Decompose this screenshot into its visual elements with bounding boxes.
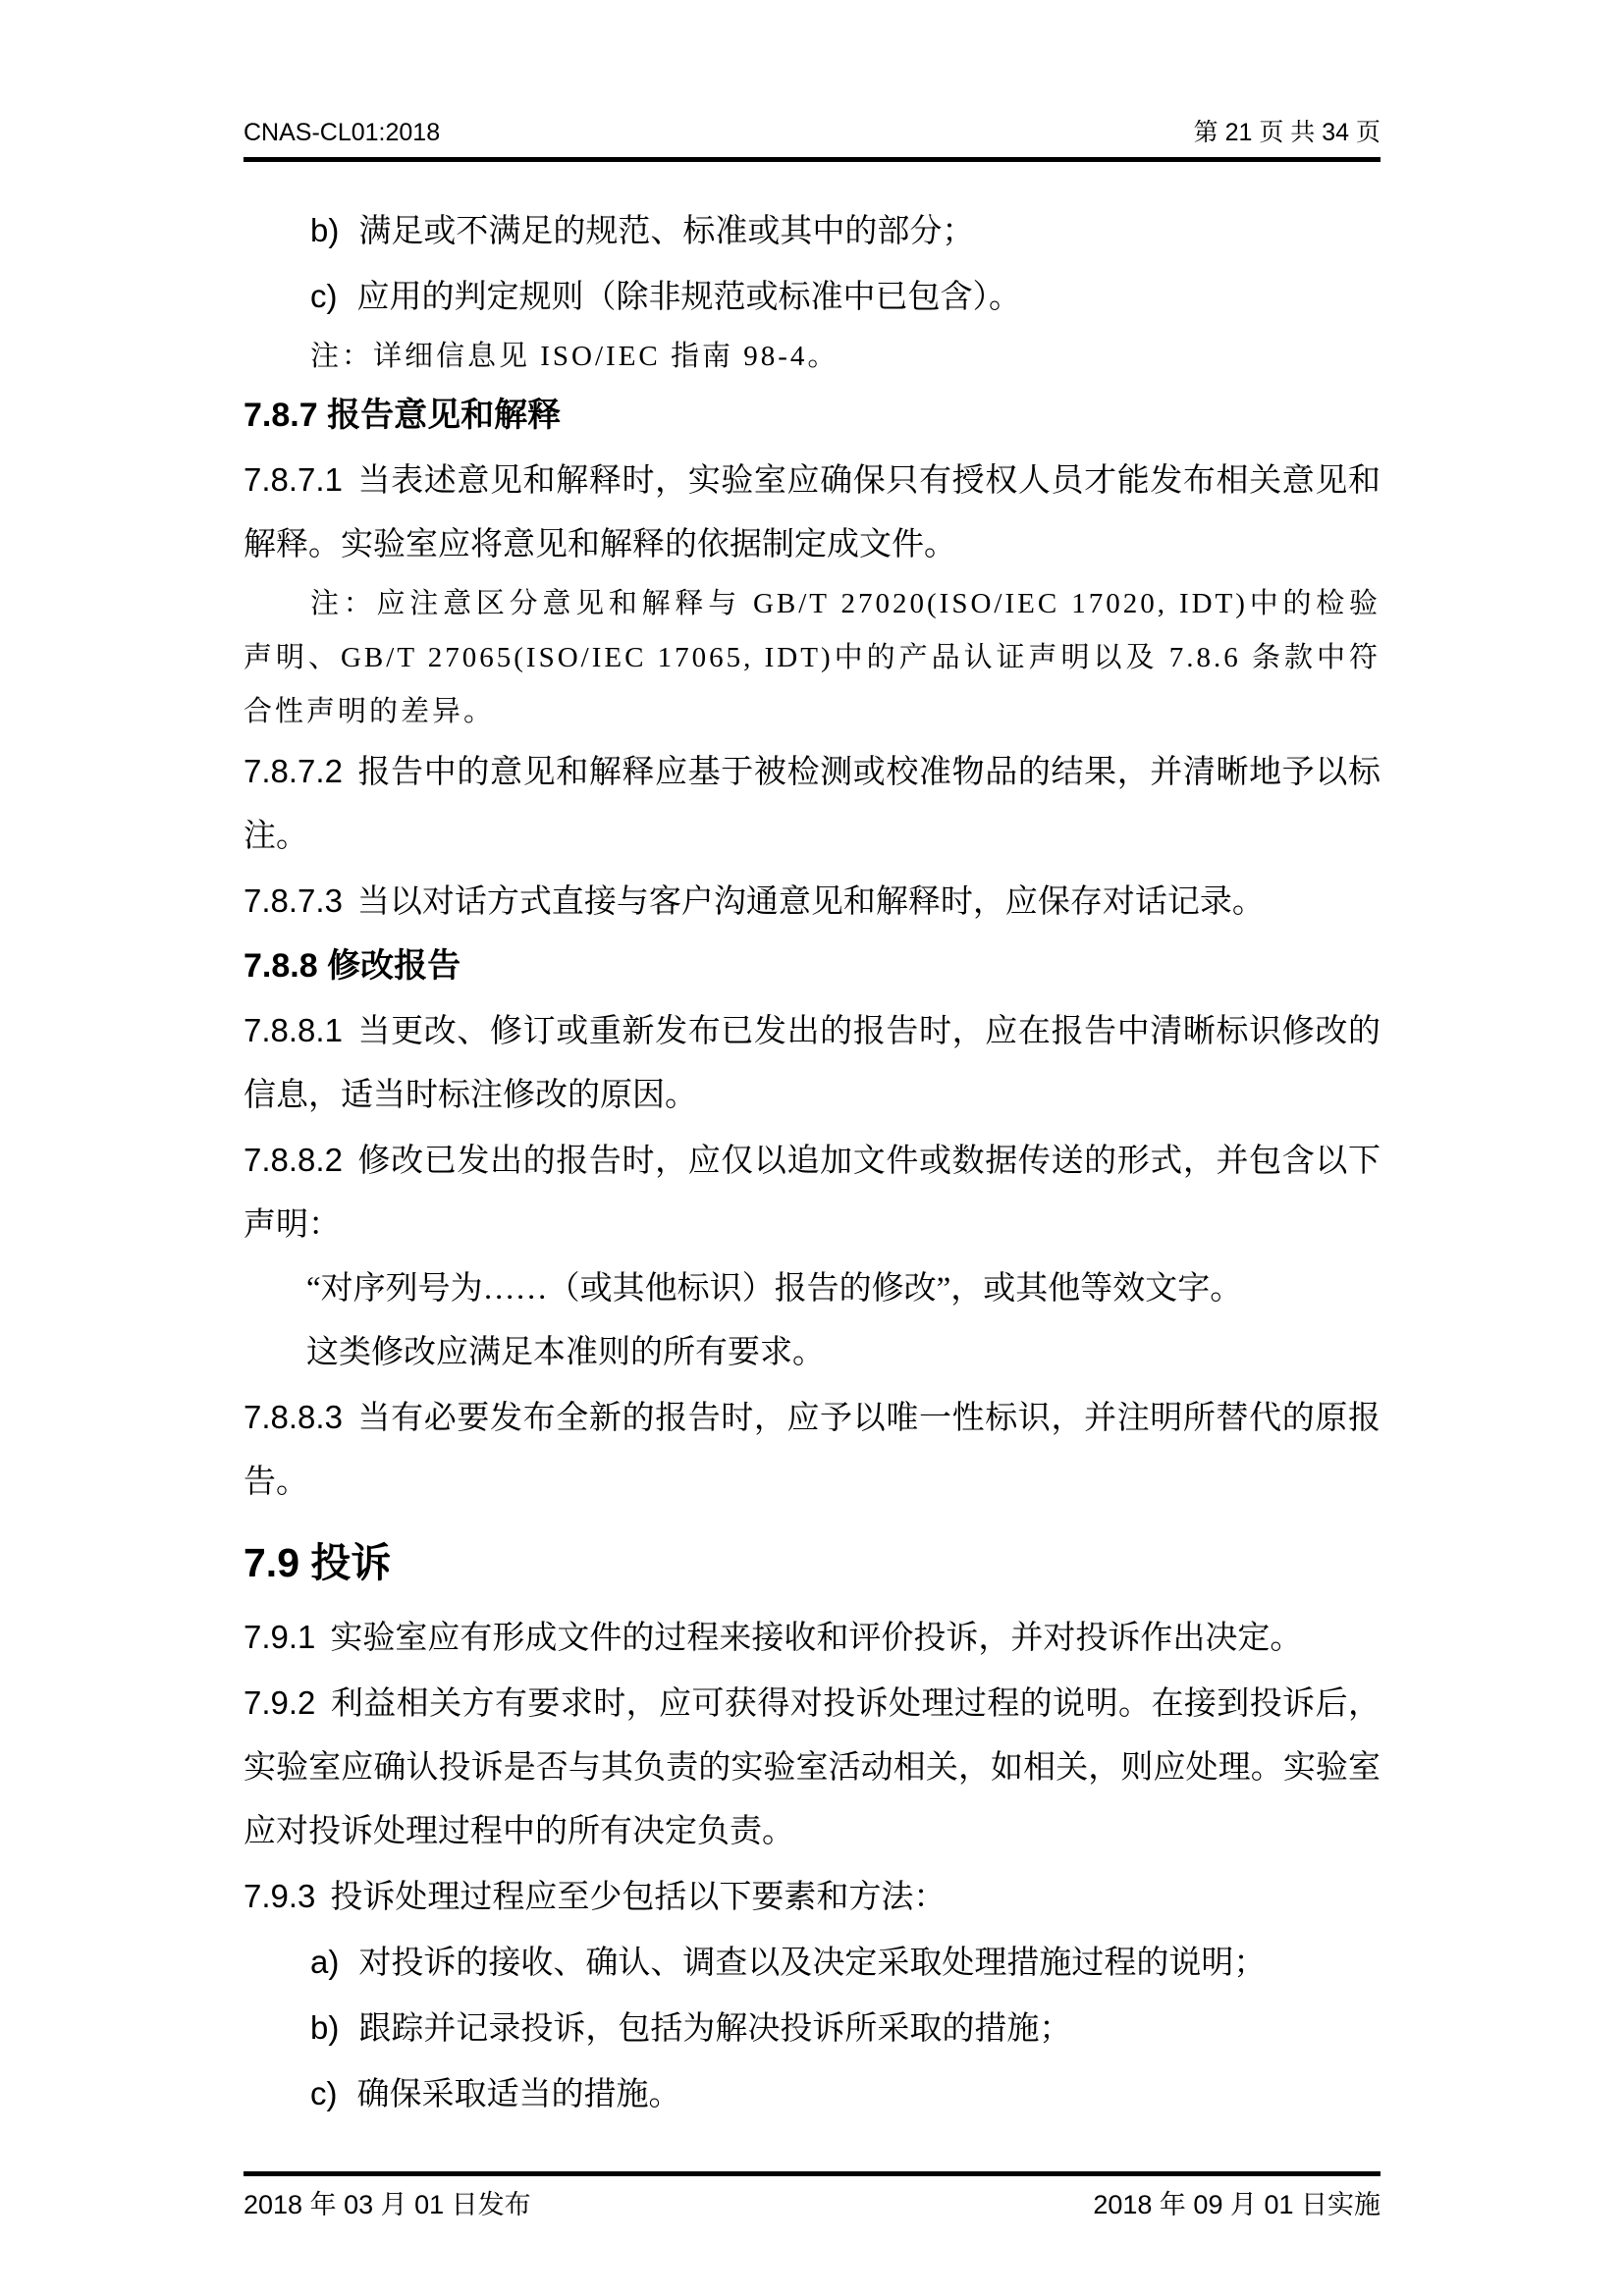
- clause-7-8-7-1: [244, 448, 1380, 577]
- issue-date: 2018 年 03 月 01 日发布: [244, 2190, 531, 2219]
- heading-7-8-8: 7.8.8 修改报告: [244, 947, 461, 985]
- text-line: 告。: [244, 1465, 308, 1500]
- clause-number: 7.8.7.2: [244, 753, 343, 789]
- text-line: 声明、GB/T 27065(ISO/IEC 17065, IDT)中的产品认证声明以及 7.8.6 条款中符: [244, 642, 1380, 673]
- text-line: 声明：: [244, 1207, 341, 1243]
- clause-text: 修改已发出的报告时，应仅以追加文件或数据传送的形式，并包含以下: [356, 1144, 1380, 1179]
- list-marker: b): [310, 212, 340, 248]
- text-line: [244, 1385, 1380, 1451]
- clause-7-8-8-1: [244, 998, 1380, 1128]
- text-line: [244, 998, 1380, 1064]
- clause-number: 7.8.8.1: [244, 1012, 343, 1048]
- text-line: 信息，适当时标注修改的原因。: [244, 1078, 697, 1113]
- text-line: [244, 1605, 1380, 1671]
- clause-text: 报告中的意见和解释应基于被检测或校准物品的结果，并清晰地予以标: [356, 755, 1380, 790]
- text-line: [244, 869, 1380, 934]
- clause-text: 当更改、修订或重新发布已发出的报告时，应在报告中清晰标识修改的: [356, 1014, 1380, 1049]
- clause-number: 7.8.8.3: [244, 1399, 343, 1435]
- text-line: 合性声明的差异。: [244, 696, 496, 727]
- text-line: [244, 1128, 1380, 1194]
- document-body: [244, 198, 1380, 2127]
- clause-7-8-7-3: [244, 869, 1380, 934]
- clause-text: 实验室应有形成文件的过程来接收和评价投诉，并对投诉作出决定。: [330, 1621, 1303, 1656]
- clause-number: 7.8.7.1: [244, 461, 343, 498]
- list-item-b: [244, 198, 1380, 264]
- text-line: 注。: [244, 819, 308, 854]
- rule-statement: 这类修改应满足本准则的所有要求。: [306, 1335, 825, 1370]
- text-line: 应对投诉处理过程中的所有决定负责。: [244, 1814, 794, 1849]
- note-distinguish-opinions: [244, 577, 1380, 739]
- clause-number: 7.8.8.2: [244, 1142, 343, 1178]
- list-text: 满足或不满足的规范、标准或其中的部分；: [358, 214, 975, 249]
- clause-number: 7.9.2: [244, 1684, 316, 1721]
- heading-7-8-7: 7.8.7 报告意见和解释: [244, 397, 562, 434]
- heading-7-9: 7.9 投诉: [244, 1540, 392, 1585]
- clause-text: 当以对话方式直接与客户沟通意见和解释时，应保存对话记录。: [356, 884, 1265, 920]
- text-line: 解释。实验室应将意见和解释的依据制定成文件。: [244, 527, 956, 562]
- text-line: 注：详细信息见 ISO/IEC 指南 98-4。: [310, 341, 839, 372]
- page-header: [244, 118, 1380, 162]
- text-line: 注：应注意区分意见和解释与 GB/T 27020(ISO/IEC 17020, IDT)中的检验: [310, 588, 1380, 619]
- page-number-info: 第 21 页 共 34 页: [1193, 119, 1380, 146]
- text-line: 实验室应确认投诉是否与其负责的实验室活动相关，如相关，则应处理。实验室: [244, 1750, 1380, 1786]
- list-item-a2: [244, 1930, 1380, 1996]
- list-text: 跟踪并记录投诉，包括为解决投诉所采取的措施；: [358, 2011, 1072, 2047]
- list-text: 确保采取适当的措施。: [356, 2077, 681, 2112]
- list-item-b2: [244, 1996, 1380, 2061]
- clause-7-8-8-2: [244, 1128, 1380, 1257]
- list-marker: b): [310, 2009, 340, 2046]
- clause-7-8-8-3: [244, 1385, 1380, 1515]
- clause-text: 当有必要发布全新的报告时，应予以唯一性标识，并注明所替代的原报: [356, 1401, 1380, 1436]
- clause-text: 利益相关方有要求时，应可获得对投诉处理过程的说明。在接到投诉后，: [330, 1686, 1380, 1722]
- clause-number: 7.9.3: [244, 1878, 316, 1914]
- text-line: [244, 1671, 1380, 1736]
- clause-number: 7.8.7.3: [244, 882, 343, 919]
- clause-text: 当表述意见和解释时，实验室应确保只有授权人员才能发布相关意见和: [356, 463, 1380, 499]
- implementation-date: 2018 年 09 月 01 日实施: [1093, 2190, 1380, 2219]
- clause-7-9-1: [244, 1605, 1380, 1671]
- text-line: [244, 1864, 1380, 1930]
- text-line: [244, 448, 1380, 513]
- text-line: [244, 739, 1380, 805]
- list-item-c: [244, 264, 1380, 330]
- list-text: 对投诉的接收、确认、调查以及决定采取处理措施过程的说明；: [358, 1946, 1267, 1981]
- list-marker: c): [310, 278, 338, 314]
- clause-7-8-7-2: [244, 739, 1380, 869]
- document-code: CNAS-CL01:2018: [244, 119, 441, 146]
- clause-7-9-3: [244, 1864, 1380, 1930]
- clause-7-9-2: [244, 1671, 1380, 1864]
- clause-number: 7.9.1: [244, 1619, 316, 1655]
- clause-text: 投诉处理过程应至少包括以下要素和方法：: [330, 1880, 947, 1915]
- list-marker: a): [310, 1944, 340, 1980]
- note-iso-guide: [244, 330, 1380, 384]
- list-item-c2: [244, 2061, 1380, 2127]
- quote-statement: “对序列号为……（或其他标识）报告的修改”，或其他等效文字。: [306, 1271, 1243, 1307]
- page-footer: [244, 2171, 1380, 2220]
- list-text: 应用的判定规则（除非规范或标准中已包含）。: [356, 280, 1021, 315]
- list-marker: c): [310, 2075, 338, 2111]
